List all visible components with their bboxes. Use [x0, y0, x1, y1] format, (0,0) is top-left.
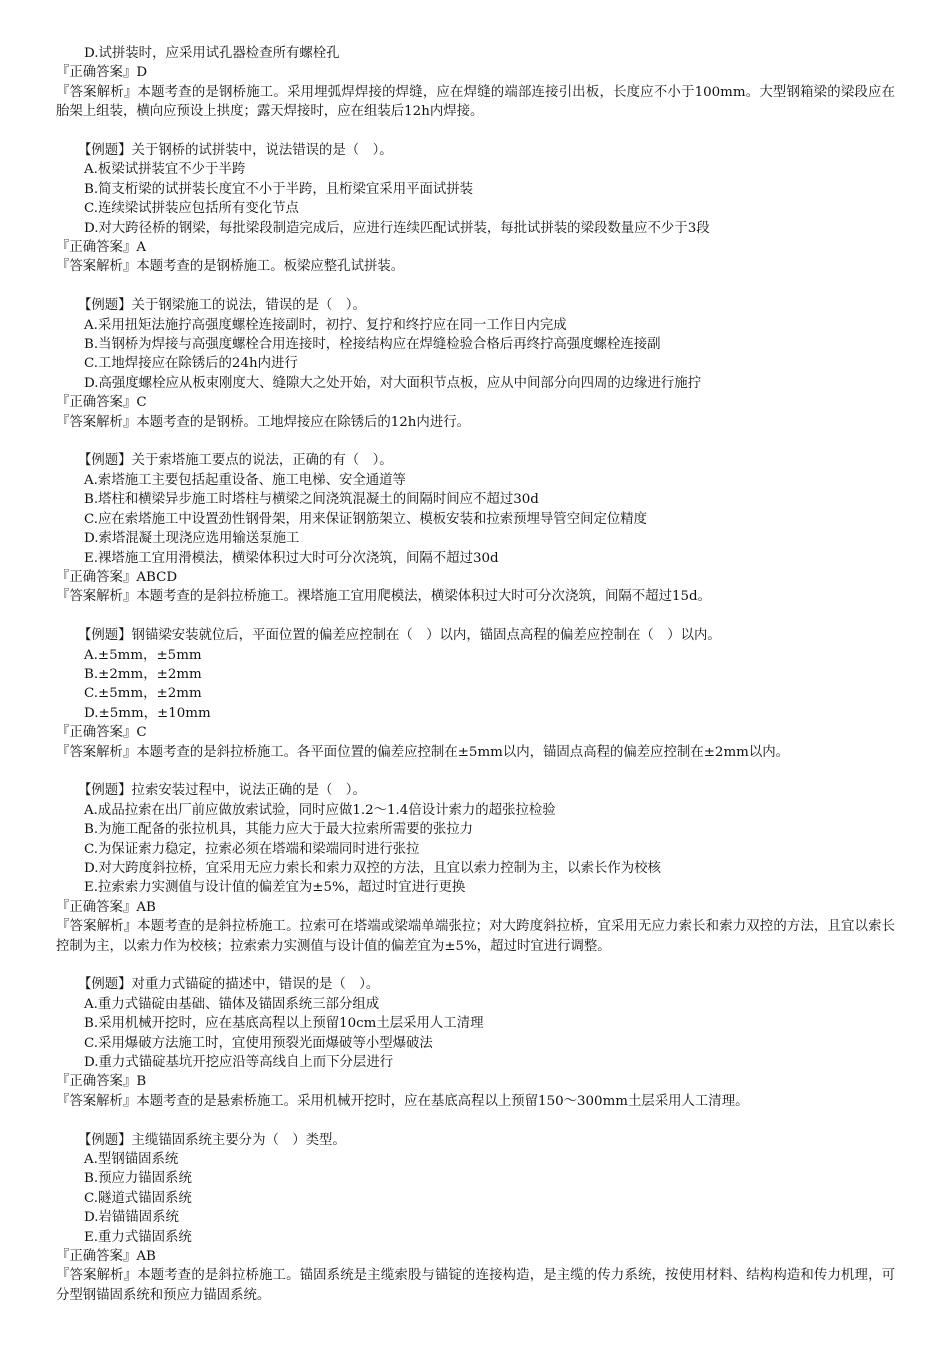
option-item: C.应在索塔施工中设置劲性钢骨架，用来保证钢筋架立、模板安装和拉索预埋导管空间定位精度 — [84, 511, 648, 527]
option-item: D.重力式锚碇基坑开挖应沿等高线自上而下分层进行 — [84, 1055, 394, 1071]
prev-answer: 『正确答案』D — [56, 65, 148, 81]
option-item: A.型钢锚固系统 — [84, 1152, 179, 1168]
option-item: B.±2mm，±2mm — [84, 666, 202, 682]
option-item: C.采用爆破方法施工时，宜使用预裂光面爆破等小型爆破法 — [84, 1035, 433, 1051]
option-item: D.岩锚锚固系统 — [84, 1210, 179, 1226]
spacer — [56, 607, 895, 626]
answer-analysis: 『答案解析』本题考查的是钢桥。工地焊接应在除锈后的12h内进行。 — [56, 414, 470, 430]
correct-answer: 『正确答案』AB — [56, 1249, 156, 1265]
question-stem: 【例题】主缆锚固系统主要分为（ ）类型。 — [78, 1132, 346, 1148]
answer-analysis: 『答案解析』本题考查的是斜拉桥施工。各平面位置的偏差应控制在±5mm以内，锚固点高程的偏差应控制在±2mm以内。 — [56, 744, 790, 760]
option-item: C.连续梁试拼装应包括所有变化节点 — [84, 201, 299, 217]
option-item: D.对大跨径桥的钢梁，每批梁段制造完成后，应进行连续匹配试拼装，每批试拼装的梁段数量应不少于3段 — [84, 220, 710, 236]
question-block — [56, 296, 895, 432]
option-item: A.±5mm，±5mm — [84, 647, 202, 663]
option-item: C.工地焊接应在除锈后的24h内进行 — [84, 356, 298, 372]
question-block — [56, 451, 895, 606]
spacer — [56, 122, 895, 141]
question-list — [56, 122, 895, 1306]
option-item: E.重力式锚固系统 — [84, 1229, 192, 1245]
prev-option-d: D.试拼装时，应采用试孔器检查所有螺栓孔 — [84, 46, 340, 61]
option-item: A.索塔施工主要包括起重设备、施工电梯、安全通道等 — [84, 472, 406, 488]
spacer — [56, 432, 895, 451]
option-item: B.为施工配备的张拉机具，其能力应大于最大拉索所需要的张拉力 — [84, 822, 474, 838]
answer-analysis: 『答案解析』本题考查的是钢桥施工。板梁应整孔试拼装。 — [56, 259, 405, 275]
question-stem: 【例题】对重力式锚碇的描述中，错误的是（ ）。 — [78, 977, 380, 993]
option-item: B.当钢桥为焊接与高强度螺栓合用连接时，栓接结构应在焊缝检验合格后再终拧高强度螺栓连接副 — [84, 337, 661, 353]
question-stem: 【例题】钢锚梁安装就位后，平面位置的偏差应控制在（ ）以内，锚固点高程的偏差应控制在（ ）以内。 — [78, 628, 721, 644]
question-block — [56, 1131, 895, 1306]
spacer — [56, 1111, 895, 1130]
answer-analysis: 『答案解析』本题考查的是斜拉桥施工。拉索可在塔端或梁端单端张拉；对大跨度斜拉桥，宜采用无应力索长和索力双控的方法，且宜以索长控制为主，以索力作为校核；拉索索力实测值与设计值的偏差宜为±5%，超过时宜进行调整。 — [56, 919, 895, 954]
option-item: B.简支桁梁的试拼装长度宜不小于半跨，且桁梁宜采用平面试拼装 — [84, 181, 474, 197]
option-item: A.采用扭矩法施拧高强度螺栓连接副时，初拧、复拧和终拧应在同一工作日内完成 — [84, 317, 567, 333]
question-stem: 【例题】关于钢桥的试拼装中，说法错误的是（ ）。 — [78, 143, 393, 159]
option-item: B.塔柱和横梁异步施工时塔柱与横梁之间浇筑混凝土的间隔时间应不超过30d — [84, 492, 539, 508]
option-item: E.裸塔施工宜用滑模法，横梁体积过大时可分次浇筑，间隔不超过30d — [84, 550, 499, 566]
prev-analysis: 『答案解析』本题考查的是钢桥施工。采用埋弧焊焊接的焊缝，应在焊缝的端部连接引出板，长度应不小于100mm。大型钢箱梁的梁段应在胎架上组装，横向应预设上拱度；露天焊接时，应在组装后12h内焊接。 — [56, 84, 895, 120]
answer-analysis: 『答案解析』本题考查的是斜拉桥施工。裸塔施工宜用爬模法，横梁体积过大时可分次浇筑，间隔不超过15d。 — [56, 589, 711, 605]
question-block — [56, 975, 895, 1111]
correct-answer: 『正确答案』C — [56, 725, 147, 741]
option-item: A.成品拉索在出厂前应做放索试验，同时应做1.2～1.4倍设计索力的超张拉检验 — [84, 802, 556, 818]
option-item: B.预应力锚固系统 — [84, 1171, 192, 1187]
correct-answer: 『正确答案』A — [56, 240, 147, 256]
spacer — [56, 956, 895, 975]
option-item: A.板梁试拼装宜不少于半跨 — [84, 162, 246, 178]
correct-answer: 『正确答案』AB — [56, 899, 156, 915]
option-item: D.高强度螺栓应从板束刚度大、缝隙大之处开始，对大面积节点板，应从中间部分向四周的边缘进行施拧 — [84, 375, 702, 391]
option-item: D.对大跨度斜拉桥，宜采用无应力索长和索力双控的方法，且宜以索力控制为主，以索长作为校核 — [84, 860, 661, 876]
option-item: A.重力式锚碇由基础、锚体及锚固系统三部分组成 — [84, 996, 380, 1012]
question-block — [56, 781, 895, 956]
question-stem: 【例题】拉索安装过程中，说法正确的是（ ）。 — [78, 783, 366, 799]
correct-answer: 『正确答案』C — [56, 395, 147, 411]
option-item: E.拉索索力实测值与设计值的偏差宜为±5%，超过时宜进行更换 — [84, 880, 466, 896]
option-item: C.隧道式锚固系统 — [84, 1190, 192, 1206]
correct-answer: 『正确答案』B — [56, 1074, 147, 1090]
question-stem: 【例题】关于钢梁施工的说法，错误的是（ ）。 — [78, 298, 366, 314]
spacer — [56, 762, 895, 781]
answer-analysis: 『答案解析』本题考查的是悬索桥施工。采用机械开挖时，应在基底高程以上预留150～300mm土层采用人工清理。 — [56, 1093, 749, 1109]
option-item: D.索塔混凝土现浇应选用输送泵施工 — [84, 531, 300, 547]
option-item: D.±5mm，±10mm — [84, 705, 211, 721]
answer-analysis: 『答案解析』本题考查的是斜拉桥施工。锚固系统是主缆索股与锚锭的连接构造，是主缆的传力系统，按使用材料、结构构造和传力机理，可分型钢锚固系统和预应力锚固系统。 — [56, 1268, 895, 1303]
option-item: C.±5mm，±2mm — [84, 686, 202, 702]
option-item: B.采用机械开挖时，应在基底高程以上预留10cm土层采用人工清理 — [84, 1016, 484, 1032]
question-block — [56, 626, 895, 762]
question-block — [56, 141, 895, 277]
question-stem: 【例题】关于索塔施工要点的说法，正确的有（ ）。 — [78, 453, 393, 469]
option-item: C.为保证索力稳定，拉索必须在塔端和梁端同时进行张拉 — [84, 841, 420, 857]
correct-answer: 『正确答案』ABCD — [56, 569, 178, 585]
spacer — [56, 277, 895, 296]
